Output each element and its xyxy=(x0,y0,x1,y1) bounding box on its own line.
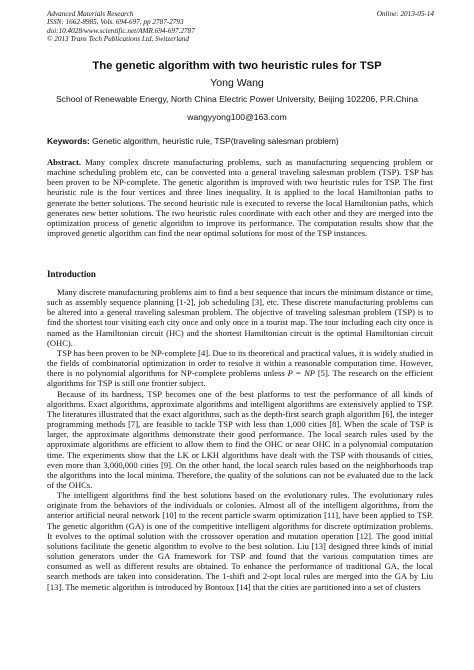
introduction-body xyxy=(47,287,433,592)
paragraph-3: Because of its hardness, TSP becomes one of the best platforms to test the performance of all kinds of algorithms. Exact algorithms, approximate algorithms and intelligent algorithms are extensively applied to TSP. The literatures illustrated that the exact algorithms, such as the depth-first search graph algorithm [6], the integer programming methods [7], are feasible to tackle TSP with less than 1,000 cities [8]. When the scale of TSP is larger, the approximate algorithms demonstrate their good performance. The local search rules used by the approximate algorithms are efficient to allow them to find the OHC or near OHC in a polynomial computation time. The experiments show that the LK or LKH algorithms have dealt with the TSP with thousands of cities, even more than 3,000,000 cities [9]. On the other hand, the local search rules based on the neighborhoods trap the algorithms into the local minima. Therefore, the quality of the solutions can not be evaluated due to the lack of the OHCs. xyxy=(47,388,433,490)
paragraph-2-text-b: [5]. The research on the efficient algorithms for TSP is still one frontier subject. xyxy=(47,368,434,389)
paragraph-4: The intelligent algorithms find the best solutions based on the evolutionary rules. The evolutionary rules originate from the behaviors of the individuals or colonies. Almost all of the intelligent algorithms, from the anterior artificial neural network [10] to the recent particle swarm optimization [11], have been applied to TSP. The genetic algorithm (GA) is one of the competitive intelligent algorithms for discrete optimization problems. It evolves to the optimal solution with the crossover operation and mutation operation [12]. The good initial solutions facilitate the genetic algorithm to evolve to the best solution. Liu [13] designed three kinds of initial solution generators under the GA framework for TSP and found that the various computation times are consumed as well as different results are obtained. To enhance the performance of traditional GA, the local search methods are taken into consideration. The 1-shift and 2-opt local rules are merged into the GA by Liu [13]. The memetic algorithm is introduced by Bontoux [14] that the cities are partitioned into a set of clusters xyxy=(47,490,433,592)
abstract-label: Abstract. xyxy=(47,157,81,167)
online-date: Online: 2013-05-14 xyxy=(376,10,434,18)
author-email: wangyyong100@163.com xyxy=(187,112,287,122)
author-affiliation: School of Renewable Energy, North China Electric Power University, Beijing 102206, P.R.China xyxy=(55,94,419,104)
doi-line: doi:10.4028/www.scientific.net/AMR.694-697.2787 xyxy=(47,26,195,35)
copyright-line: © 2013 Trans Tech Publications Ltd, Switzerland xyxy=(47,34,189,43)
paper-title: The genetic algorithm with two heuristic rules for TSP xyxy=(92,60,382,72)
paper-author: Yong Wang xyxy=(210,77,264,89)
keywords-label: Keywords: xyxy=(47,136,90,146)
introduction-heading: Introduction xyxy=(47,269,96,279)
journal-header xyxy=(47,10,195,43)
keywords-text: Genetic algorithm, heuristic rule, TSP(traveling salesman problem) xyxy=(89,136,339,146)
abstract-text: Many complex discrete manufacturing problems, such as manufacturing sequencing problem or machine scheduling problem etc, can be converted into a general traveling salesman problem (TSP). TSP has been proven to be NP-complete. The genetic algorithm is improved with two heuristic rules for TSP. The first heuristic rule is the four vertices and three lines inequality. It is applied to the local Hamiltonian paths to generate the better solutions. The second heuristic rule is executed to reverse the local Hamiltonian paths, which generates new better solutions. The two heuristic rules coordinate with each other and they are merged into the optimization process of genetic algorithm to improve its performance. The computation results show that the improved genetic algorithm can find the near optimal solutions for most of the TSP instances. xyxy=(47,157,433,239)
journal-name: Advanced Materials Research xyxy=(47,10,134,18)
paragraph-2-text-a: TSP has been proven to be NP-complete [4]. Due to its theoretical and practical values, it is widely studied in the fields of combinatorial optimization in order to resolve it within a reasonable computation time. However, there is no polynomial algorithms for NP-complete problems unless xyxy=(47,347,433,379)
paragraph-1: Many discrete manufacturing problems aim to find a best sequence that incurs the minimum distance or time, such as assembly sequence planning [1-2], job scheduling [3], etc. These discrete manufacturing problems can be altered into a general traveling salesman problem. The objective of traveling salesman problem (TSP) is to find the shortest tour visiting each city once and only once in a tourist map. The tour including each city once is named as the Hamiltonian circuit (HC) and the shortest Hamiltonian circuit is the optimal Hamiltonian circuit (OHC). xyxy=(47,287,433,348)
keywords-line xyxy=(47,136,339,146)
paragraph-2 xyxy=(47,348,433,389)
p-equals-np: P = NP xyxy=(287,368,315,379)
abstract xyxy=(47,157,433,238)
issn-line: ISSN: 1662-8985, Vols. 694-697, pp 2787-2793 xyxy=(47,18,184,27)
